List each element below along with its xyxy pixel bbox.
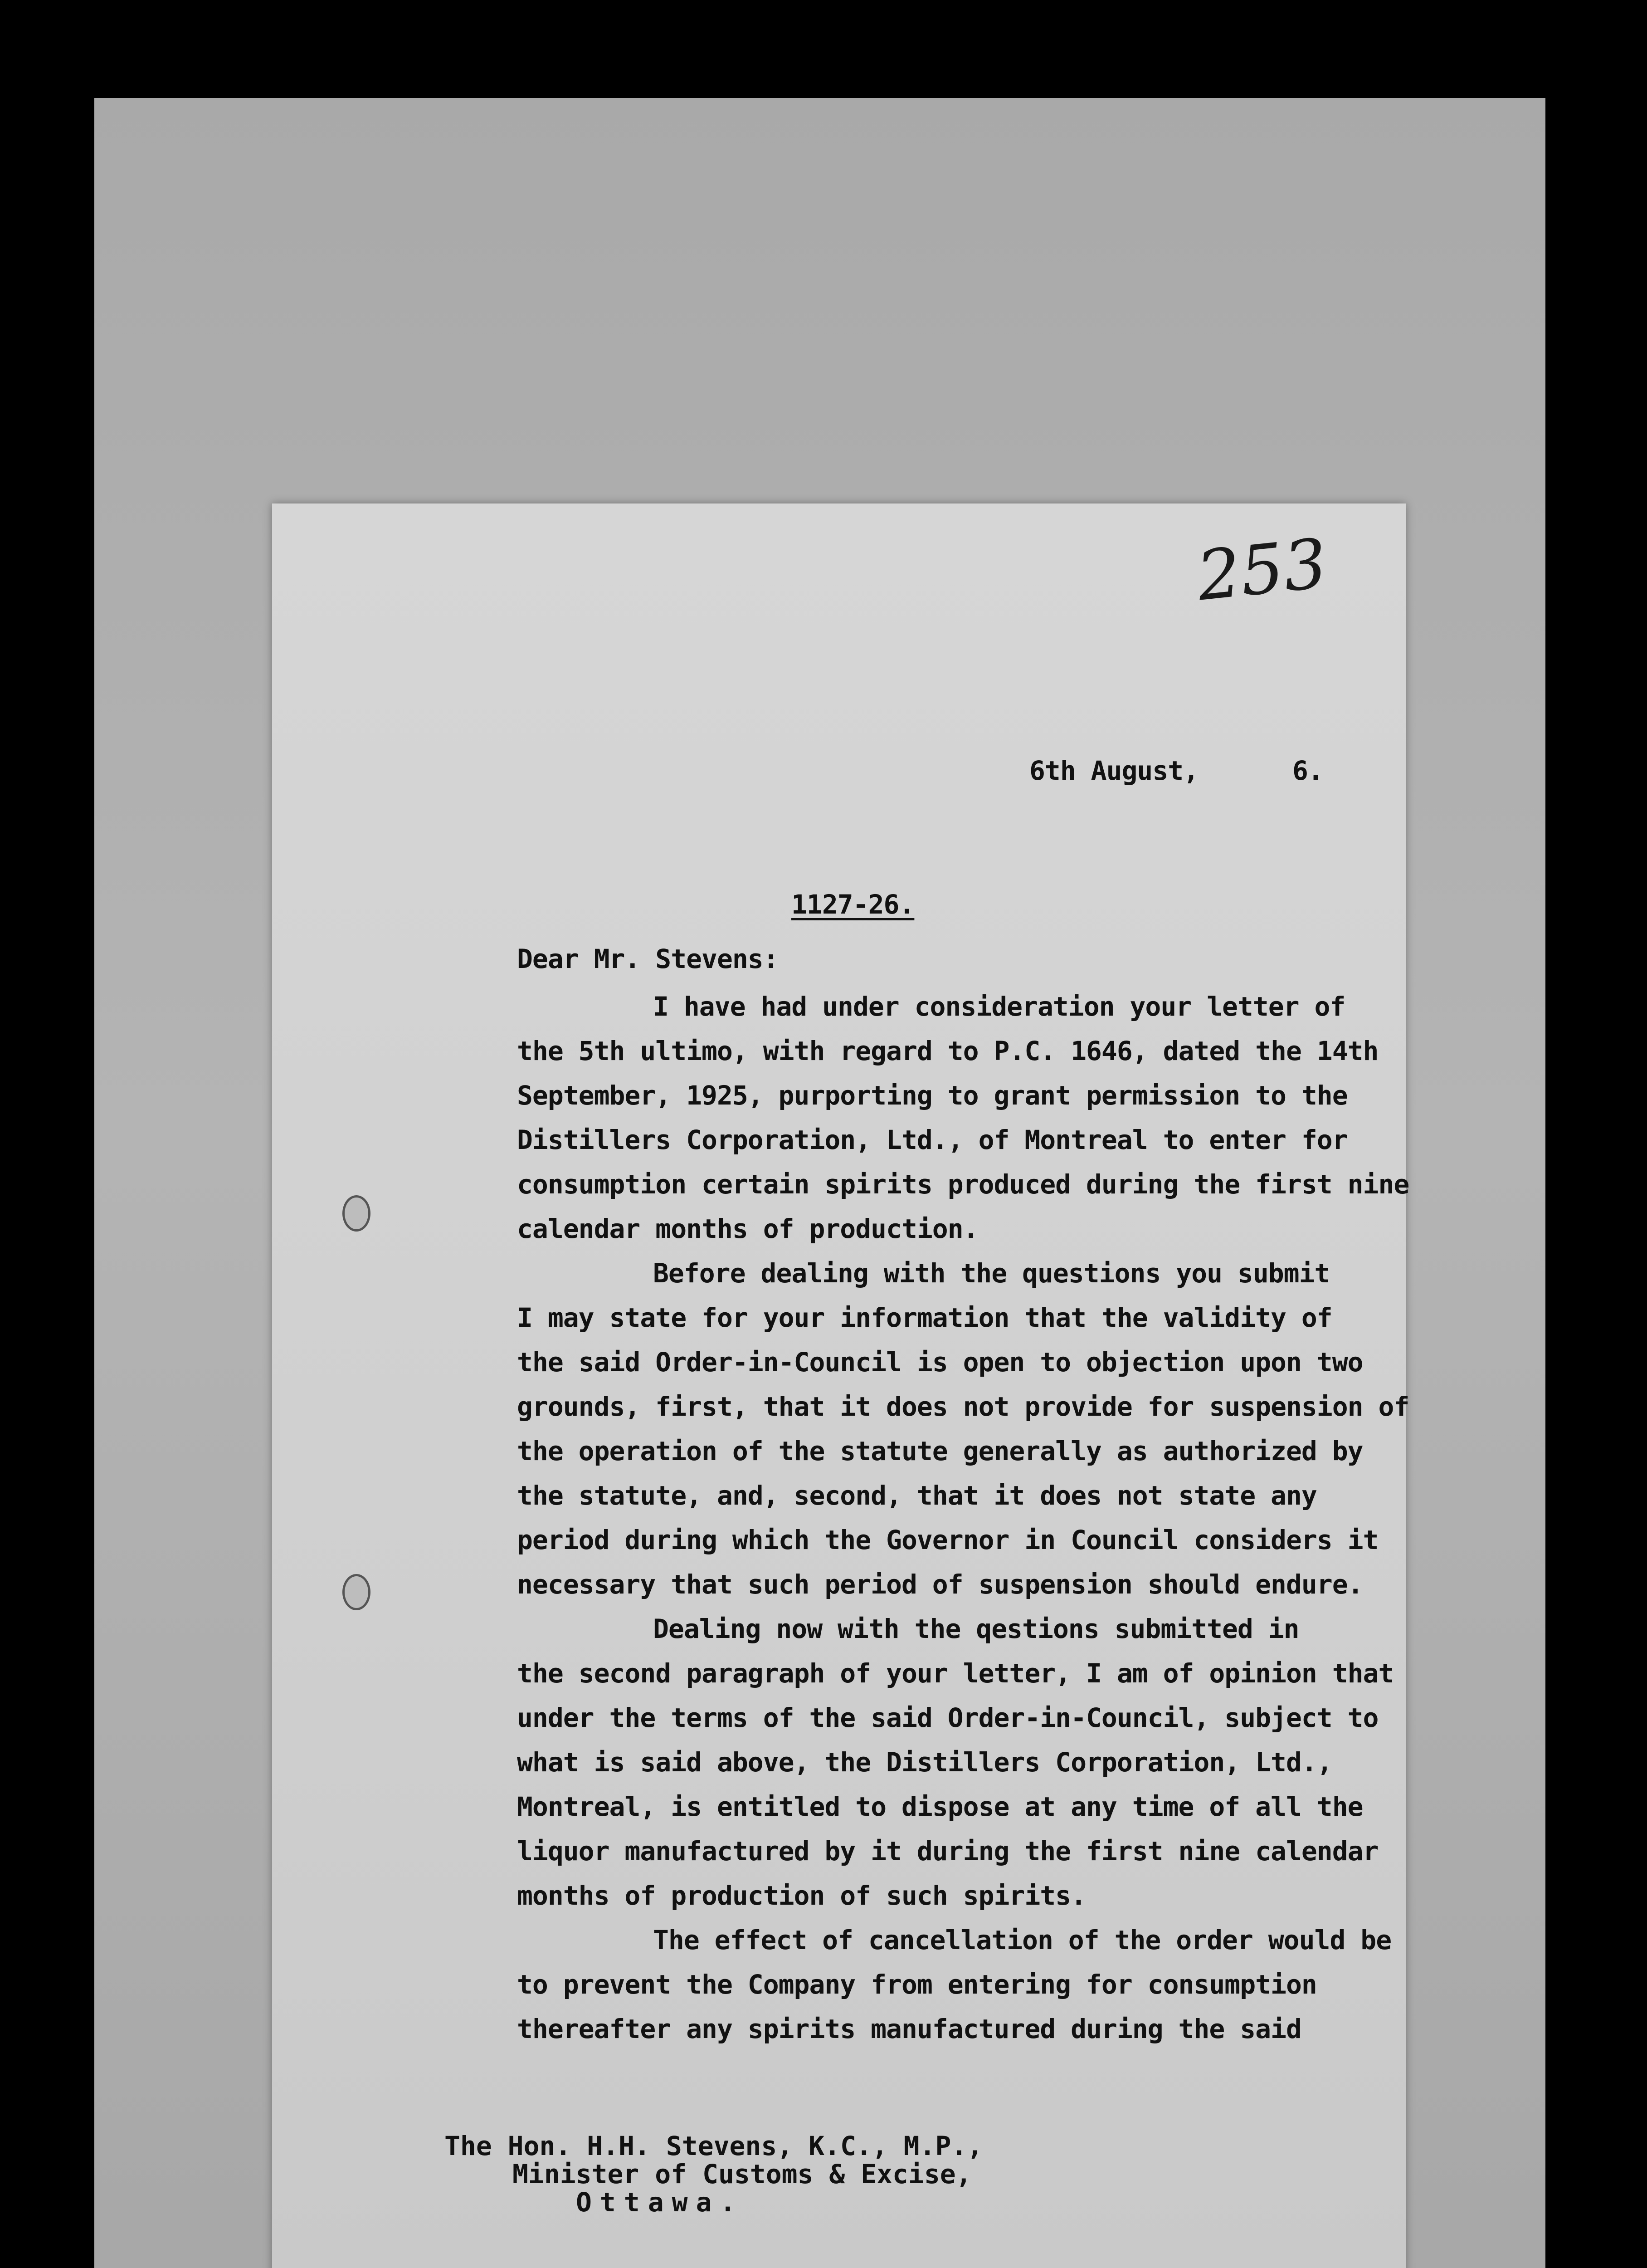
body-line: the said Order-in-Council is open to objection upon two [517,1347,1363,1378]
body-line: months of production of such spirits. [517,1880,1087,1911]
body-line: necessary that such period of suspension should endure. [517,1569,1363,1600]
addressee-name: The Hon. H.H. Stevens, K.C., M.P., [444,2131,983,2161]
body-line: period during which the Governor in Council considers it [517,1525,1379,1555]
addressee-title: Minister of Customs & Excise, [512,2159,972,2190]
binder-hole-mark [342,1195,370,1232]
body-line: the operation of the statute generally as authorized by [517,1436,1363,1466]
body-line: to prevent the Company from entering for consumption [517,1969,1317,2000]
addressee-block [444,2132,983,2216]
body-line: liquor manufactured by it during the first nine calendar [517,1836,1379,1867]
file-reference: 1127-26. [791,889,915,920]
body-line: grounds, first, that it does not provide for suspension of [517,1391,1409,1422]
body-line: consumption certain spirits produced during the first nine [517,1169,1409,1200]
body-line: calendar months of production. [517,1213,979,1244]
body-line: Distillers Corporation, Ltd., of Montreal to enter for [517,1124,1348,1155]
body-line: September, 1925, purporting to grant permission to the [517,1080,1348,1111]
binder-hole-mark [342,1574,370,1610]
salutation: Dear Mr. Stevens: [517,943,779,974]
body-line: thereafter any spirits manufactured during the said [517,2014,1301,2044]
body-line: Dealing now with the qestions submitted in [653,1613,1299,1644]
addressee-city: Ottawa. [576,2187,744,2218]
letter-date: 6th August, [1029,755,1199,786]
body-line: Before dealing with the questions you submit [653,1258,1330,1289]
letter-body [517,984,1409,2051]
body-line: what is said above, the Distillers Corporation, Ltd., [517,1747,1332,1778]
body-line: I have had under consideration your letter of [653,991,1345,1022]
folio-number: 253 [1193,524,1331,616]
body-line: the second paragraph of your letter, I am of opinion that [517,1658,1394,1689]
body-line: the statute, and, second, that it does not state any [517,1480,1317,1511]
body-line: the 5th ultimo, with regard to P.C. 1646, dated the 14th [517,1036,1379,1066]
body-line: under the terms of the said Order-in-Council, subject to [517,1702,1379,1733]
body-line: I may state for your information that the validity of [517,1302,1332,1333]
body-line: Montreal, is entitled to dispose at any time of all the [517,1791,1363,1822]
letter-date-suffix: 6. [1292,755,1323,786]
body-line: The effect of cancellation of the order would be [653,1925,1392,1955]
